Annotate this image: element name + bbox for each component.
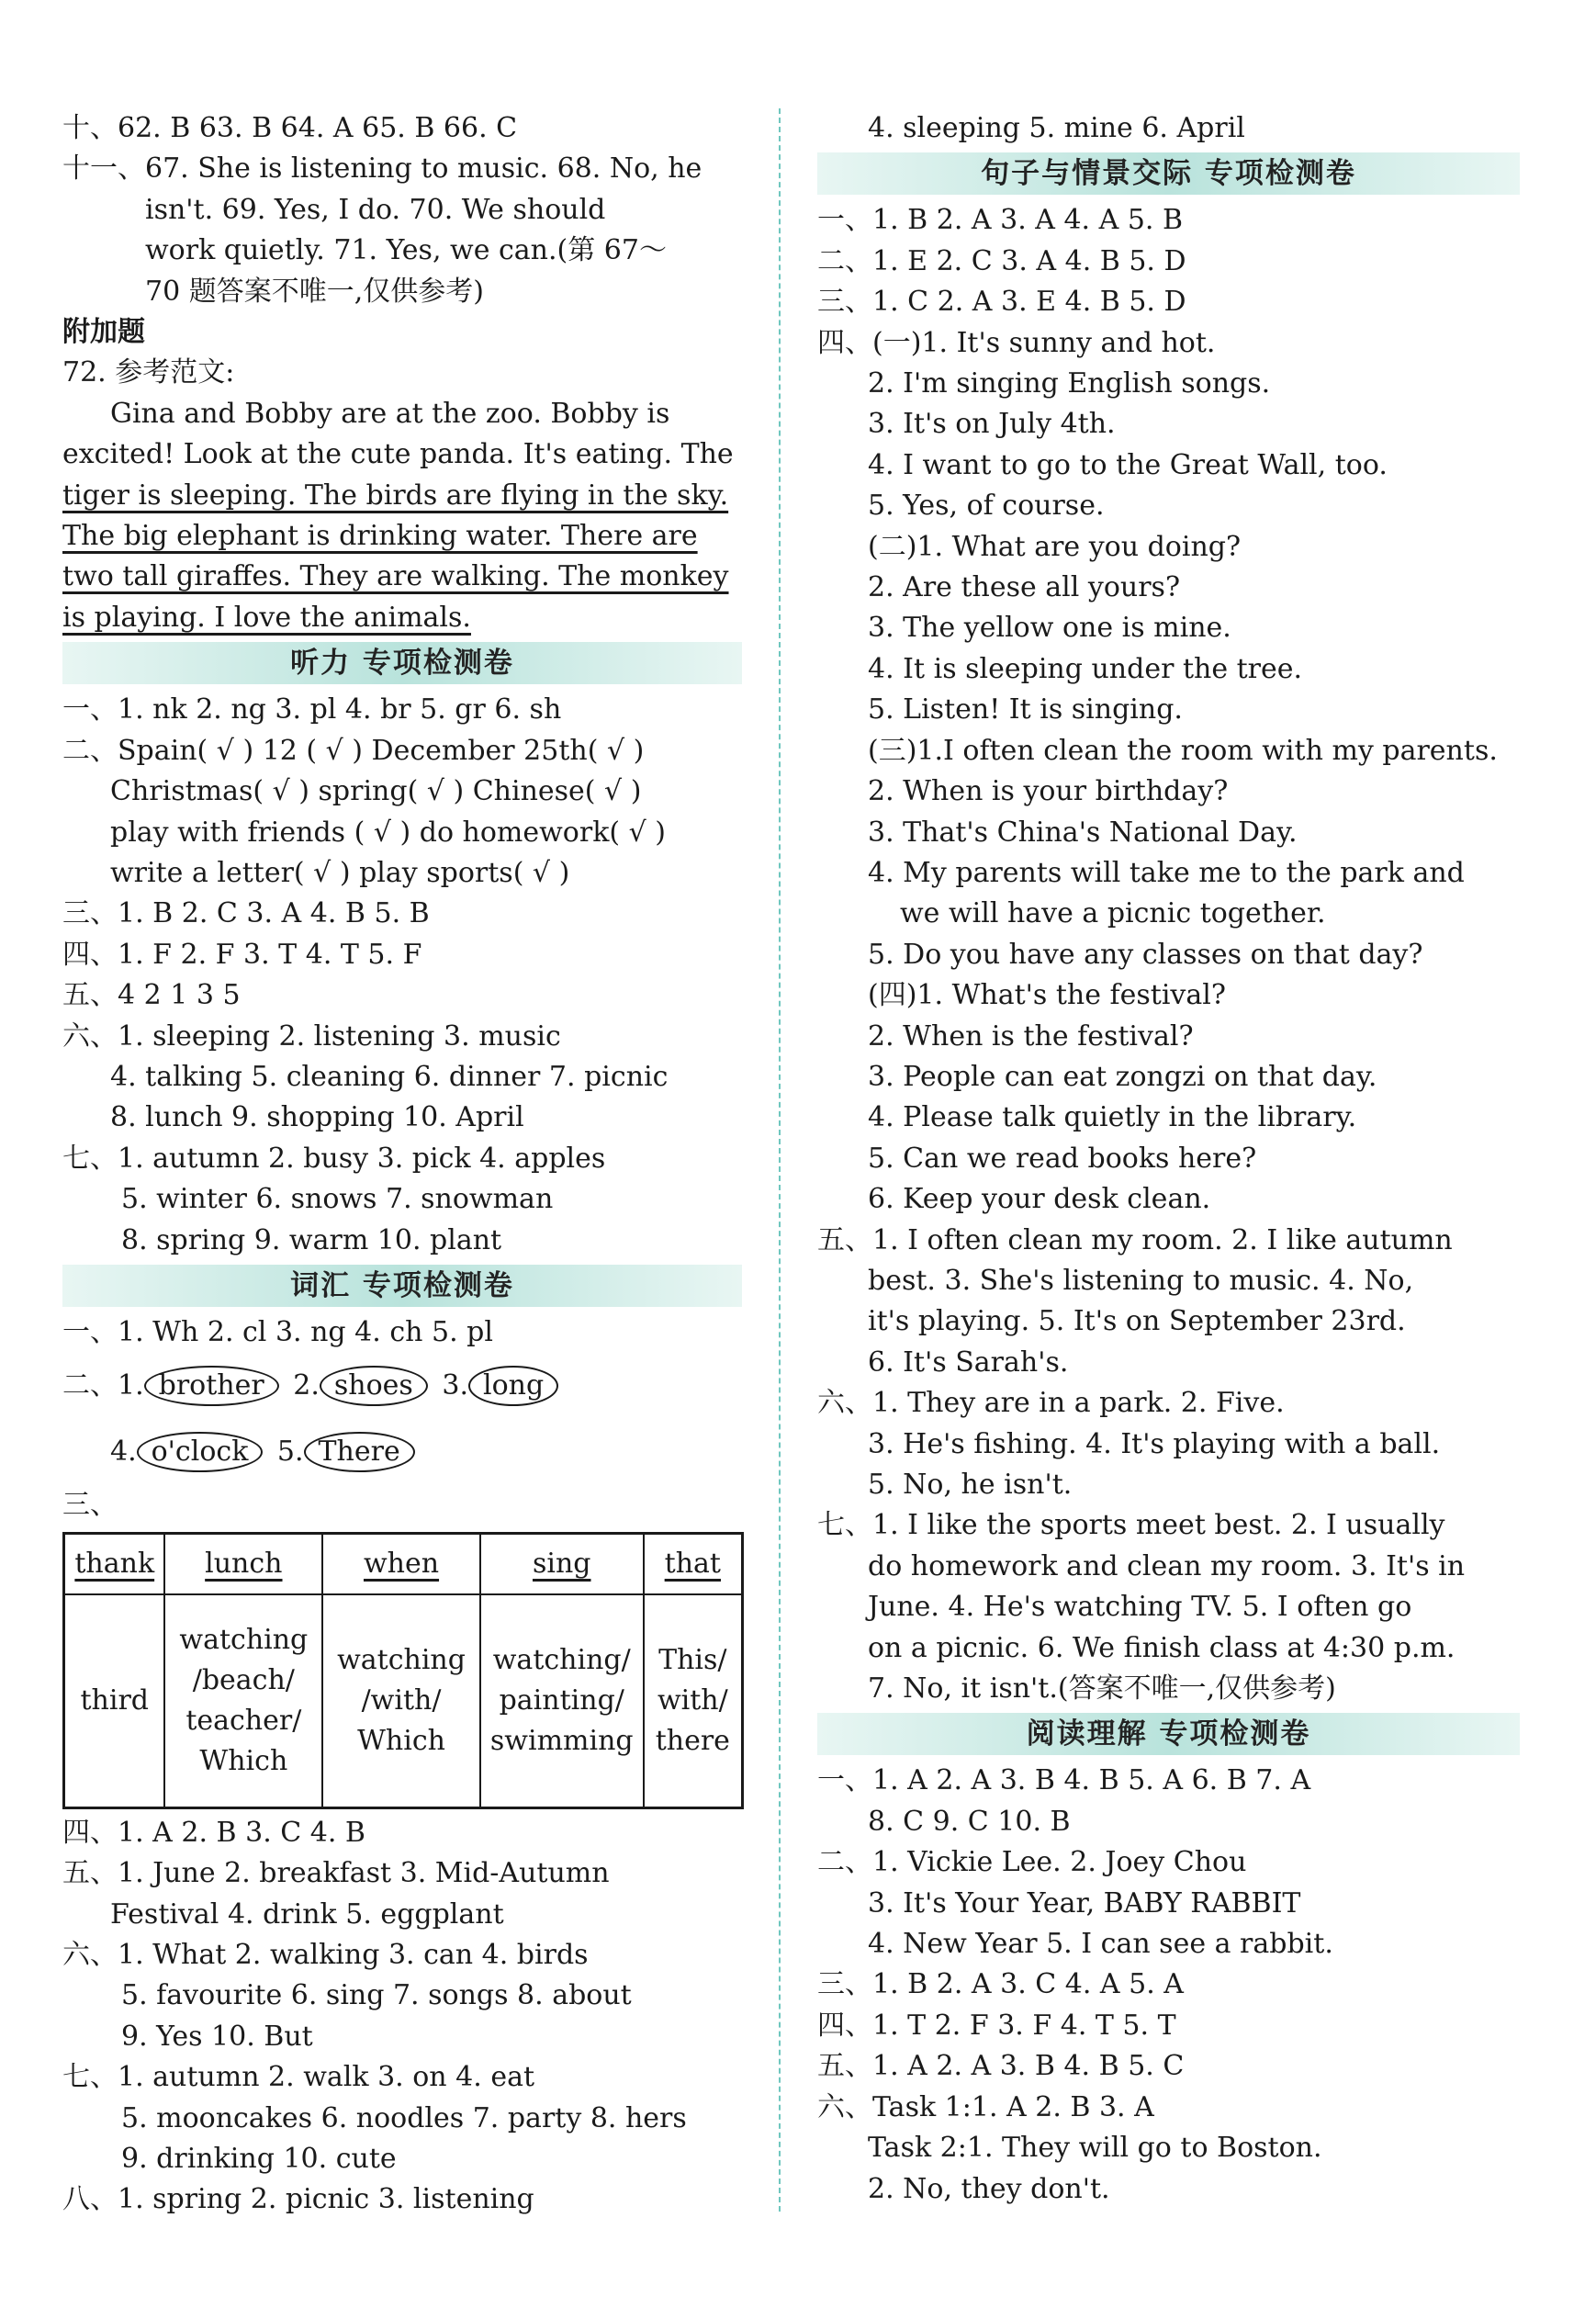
answer-line: 二、Spain( √ ) 12 ( √ ) December 25th( √ ) xyxy=(62,734,645,767)
answer-line: 十、62. B 63. B 64. A 65. B 66. C xyxy=(62,112,518,144)
table-header-cell: lunch xyxy=(164,1533,322,1594)
answer-line: write a letter( √ ) play sports( √ ) xyxy=(110,856,570,889)
answer-line: do homework and clean my room. 3. It's in xyxy=(868,1549,1466,1582)
answer-line: 3. It's on July 4th. xyxy=(868,408,1116,441)
table-cell-line: teacher/ xyxy=(185,1704,302,1737)
answer-line: 一、1. A 2. A 3. B 4. B 5. A 6. B 7. A xyxy=(817,1764,1311,1797)
answer-line: June. 4. He's watching TV. 5. I often go xyxy=(868,1591,1412,1624)
answer-line: 七、1. autumn 2. walk 3. on 4. eat xyxy=(62,2061,535,2094)
answer-line: 一、1. B 2. A 3. A 4. A 5. B xyxy=(817,204,1184,237)
answer-line: 5. Listen! It is singing. xyxy=(868,693,1183,726)
sentence-section-title: 句子与情景交际 专项检测卷 xyxy=(817,152,1520,195)
answer-line: 七、1. autumn 2. busy 3. pick 4. apples xyxy=(62,1142,606,1175)
answer-line: isn't. 69. Yes, I do. 70. We should xyxy=(145,193,606,226)
answer-line: 七、1. I like the sports meet best. 2. I usually xyxy=(817,1509,1445,1542)
answer-line: 4. My parents will take me to the park and xyxy=(868,856,1465,889)
answer-line: 3. The yellow one is mine. xyxy=(868,612,1231,645)
answer-line: 五、4 2 1 3 5 xyxy=(62,979,241,1012)
answer-line: 70 题答案不唯一,仅供参考) xyxy=(145,275,484,308)
answer-line: 四、1. A 2. B 3. C 4. B xyxy=(62,1816,365,1849)
answer-line: it's playing. 5. It's on September 23rd. xyxy=(868,1305,1406,1338)
table-cell-line: watching xyxy=(337,1643,466,1676)
answer-line: 5. winter 6. snows 7. snowman xyxy=(121,1183,554,1216)
answer-line: play with friends ( √ ) do homework( √ ) xyxy=(110,816,666,849)
left-answers xyxy=(62,108,742,638)
answer-line: 6. It's Sarah's. xyxy=(868,1345,1069,1379)
answer-line: 72. 参考范文: xyxy=(62,356,235,389)
reading-answers xyxy=(817,1761,1520,2209)
table-cell-line: /beach/ xyxy=(192,1663,295,1696)
vocab-answer-line: 三、 xyxy=(62,1489,118,1522)
answer-line: 8. C 9. C 10. B xyxy=(868,1805,1071,1838)
circled-word: brother xyxy=(144,1366,279,1406)
answer-line: 六、1. They are in a park. 2. Five. xyxy=(817,1387,1285,1420)
circled-word: There xyxy=(304,1432,415,1472)
circled-word: long xyxy=(468,1366,558,1406)
answer-line: 二、1. Vickie Lee. 2. Joey Chou xyxy=(817,1846,1247,1879)
answer-line: 一、1. nk 2. ng 3. pl 4. br 5. gr 6. sh xyxy=(62,693,562,726)
answer-line: 5. Do you have any classes on that day? xyxy=(868,938,1423,971)
table-cell-line: watching xyxy=(179,1623,309,1656)
answer-line: 5. favourite 6. sing 7. songs 8. about xyxy=(121,1979,632,2012)
answer-line: tiger is sleeping. The birds are flying in the sky. xyxy=(62,478,729,512)
answer-line: 八、1. spring 2. picnic 3. listening xyxy=(62,2183,534,2216)
table-header-cell: when xyxy=(322,1533,480,1594)
answer-line: 4. Please talk quietly in the library. xyxy=(868,1101,1357,1134)
answer-line: 四、1. F 2. F 3. T 4. T 5. F xyxy=(62,938,422,971)
table-cell-line: third xyxy=(80,1683,149,1717)
vocab-answer-line: 一、1. Wh 2. cl 3. ng 4. ch 5. pl xyxy=(62,1315,493,1348)
answer-line: 2. I'm singing English songs. xyxy=(868,367,1271,400)
answer-line: 3. People can eat zongzi on that day. xyxy=(868,1060,1377,1093)
answer-line: 4. New Year 5. I can see a rabbit. xyxy=(868,1928,1333,1961)
listening-answers xyxy=(62,690,742,1261)
circled-number: 3. xyxy=(442,1369,468,1402)
answer-line: is playing. I love the animals. xyxy=(62,601,471,634)
answer-line: 3. He's fishing. 4. It's playing with a ball. xyxy=(868,1427,1441,1460)
answer-line: 三、1. B 2. A 3. C 4. A 5. A xyxy=(817,1968,1184,2001)
answer-line: Christmas( √ ) spring( √ ) Chinese( √ ) xyxy=(110,775,642,808)
column-divider xyxy=(779,108,781,2212)
table-cell-line: Which xyxy=(357,1724,445,1757)
table-cell-line: /with/ xyxy=(361,1683,442,1717)
answer-line: two tall giraffes. They are walking. The monkey xyxy=(62,560,729,593)
answer-line: (三)1.I often clean the room with my parents. xyxy=(868,734,1498,767)
table-cell xyxy=(322,1594,480,1808)
table-cell-line: This/ xyxy=(658,1643,727,1676)
listening-section-title: 听力 专项检测卷 xyxy=(62,642,742,684)
answer-line: Gina and Bobby are at the zoo. Bobby is xyxy=(110,397,670,430)
vocab-circled-words-2 xyxy=(62,1419,742,1485)
answer-line: 三、1. C 2. A 3. E 4. B 5. D xyxy=(817,286,1186,319)
answer-line: (四)1. What's the festival? xyxy=(868,979,1226,1012)
answer-line: 8. lunch 9. shopping 10. April xyxy=(110,1101,524,1134)
sentence-answers xyxy=(817,200,1520,1709)
right-top-answers xyxy=(817,108,1520,149)
answer-line: 二、1. E 2. C 3. A 4. B 5. D xyxy=(817,244,1186,277)
answer-line: 四、1. T 2. F 3. F 4. T 5. T xyxy=(817,2009,1176,2042)
answer-line: 三、1. B 2. C 3. A 4. B 5. B xyxy=(62,897,430,930)
table-cell-line: with/ xyxy=(657,1683,728,1717)
answer-line: 5. Yes, of course. xyxy=(868,490,1105,523)
answer-line: on a picnic. 6. We finish class at 4:30 p.m. xyxy=(868,1631,1456,1664)
answer-line: 9. drinking 10. cute xyxy=(121,2143,397,2176)
answer-line: 2. When is the festival? xyxy=(868,1019,1194,1053)
vocab-more-answers xyxy=(62,1813,742,2221)
circled-number: 5. xyxy=(276,1435,304,1469)
answer-line: (二)1. What are you doing? xyxy=(868,530,1242,563)
answer-line: we will have a picnic together. xyxy=(900,897,1326,930)
answer-line: 4. talking 5. cleaning 6. dinner 7. picnic xyxy=(110,1060,669,1093)
answer-line: 六、Task 1:1. A 2. B 3. A xyxy=(817,2090,1154,2123)
vocab-circled-words xyxy=(62,1353,742,1419)
answer-line: 8. spring 9. warm 10. plant xyxy=(121,1223,502,1256)
table-header-cell: sing xyxy=(480,1533,644,1594)
answer-line: 9. Yes 10. But xyxy=(121,2020,313,2053)
answer-line: 3. It's Your Year, BABY RABBIT xyxy=(868,1886,1301,1920)
answer-line: 4. sleeping 5. mine 6. April xyxy=(868,112,1245,144)
vocab-section-title: 词汇 专项检测卷 xyxy=(62,1265,742,1307)
answer-line: 六、1. What 2. walking 3. can 4. birds xyxy=(62,1939,589,1971)
answer-line: 7. No, it isn't.(答案不唯一,仅供参考) xyxy=(868,1672,1336,1706)
answer-line: Festival 4. drink 5. eggplant xyxy=(110,1897,504,1931)
answer-line: 2. When is your birthday? xyxy=(868,775,1229,808)
answer-line: The big elephant is drinking water. There are xyxy=(62,520,698,553)
table-cell-line: painting/ xyxy=(499,1683,624,1717)
answer-line: 五、1. A 2. A 3. B 4. B 5. C xyxy=(817,2050,1185,2083)
table-cell xyxy=(64,1594,165,1808)
table-header-cell: that xyxy=(644,1533,743,1594)
table-cell-line: watching/ xyxy=(492,1643,631,1676)
answer-line: excited! Look at the cute panda. It's eating. The xyxy=(62,438,734,471)
table-cell xyxy=(480,1594,644,1808)
table-header-row xyxy=(64,1533,743,1594)
circled-number: 4. xyxy=(110,1435,137,1469)
answer-line: 十一、67. She is listening to music. 68. No, he xyxy=(62,152,702,186)
answer-line: 五、1. June 2. breakfast 3. Mid-Autumn xyxy=(62,1857,610,1890)
left-column xyxy=(62,108,742,2221)
circled-word: shoes xyxy=(320,1366,428,1406)
table-cell-line: there xyxy=(655,1724,730,1757)
answer-line: 五、1. I often clean my room. 2. I like autumn xyxy=(817,1223,1453,1256)
table-header-cell: thank xyxy=(64,1533,165,1594)
reading-section-title: 阅读理解 专项检测卷 xyxy=(817,1713,1520,1755)
answer-line: 3. That's China's National Day. xyxy=(868,816,1298,849)
answer-line: best. 3. She's listening to music. 4. No, xyxy=(868,1264,1414,1297)
answer-line: work quietly. 71. Yes, we can.(第 67～ xyxy=(145,234,667,267)
table-cell-line: swimming xyxy=(489,1724,634,1757)
table-cell xyxy=(644,1594,743,1808)
table-cell-line: Which xyxy=(199,1744,288,1777)
circled-word: o'clock xyxy=(137,1432,264,1472)
answer-line: Task 2:1. They will go to Boston. xyxy=(868,2132,1322,2165)
answer-line: 6. Keep your desk clean. xyxy=(868,1183,1211,1216)
answer-line: 附加题 xyxy=(62,316,145,349)
answer-line: 2. Are these all yours? xyxy=(868,571,1181,604)
answer-line: 4. I want to go to the Great Wall, too. xyxy=(868,448,1388,481)
answer-line: 5. mooncakes 6. noodles 7. party 8. hers xyxy=(121,2101,687,2134)
table-cell xyxy=(164,1594,322,1808)
answer-line: 5. No, he isn't. xyxy=(868,1469,1073,1501)
table-row xyxy=(64,1594,743,1808)
answer-line: 4. It is sleeping under the tree. xyxy=(868,652,1303,685)
answer-line: 六、1. sleeping 2. listening 3. music xyxy=(62,1019,561,1053)
phonics-table xyxy=(62,1532,744,1809)
circled-number: 2. xyxy=(293,1369,320,1402)
answer-line: 四、(一)1. It's sunny and hot. xyxy=(817,326,1216,359)
answer-line: 5. Can we read books here? xyxy=(868,1142,1257,1175)
circled-prefix: 二、1. xyxy=(62,1369,144,1402)
right-column xyxy=(817,108,1520,2210)
answer-line: 2. No, they don't. xyxy=(868,2172,1110,2205)
